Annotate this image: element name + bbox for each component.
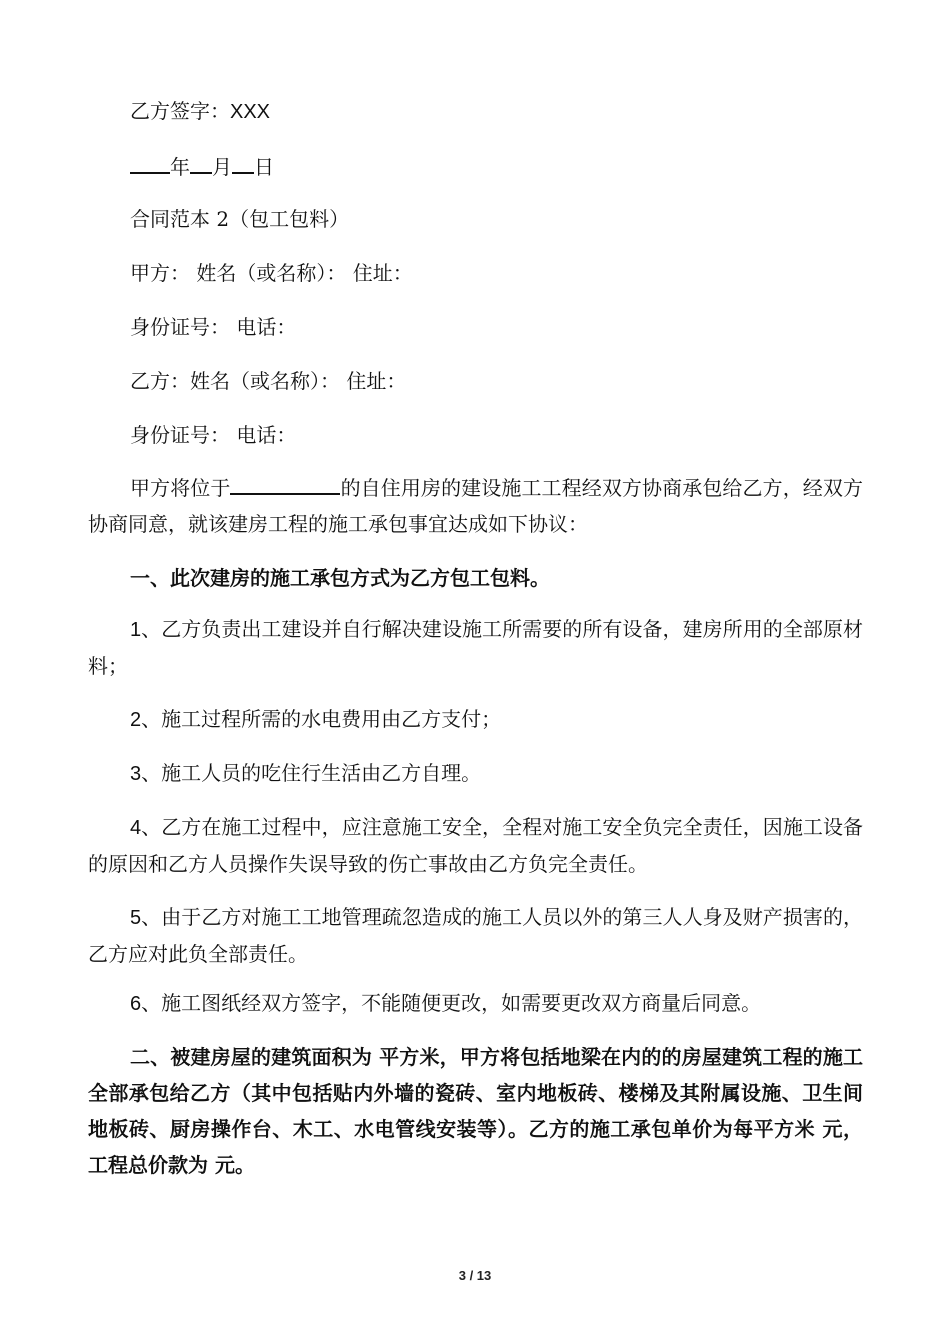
section-1-item	[88, 755, 863, 792]
party-a-id-phone: 身份证号： 电话：	[130, 315, 297, 339]
party-b-name-address: 乙方：姓名（或名称）： 住址：	[130, 369, 407, 393]
item-number: 6	[130, 993, 142, 1015]
section-2-paragraph: 二、被建房屋的建筑面积为 平方米，甲方将包括地梁在内的的房屋建筑工程的施工全部承包给乙方（其中包括贴内外墙的瓷砖、室内地板砖、楼梯及其附属设施、卫生间地板砖、厨房操作台、木工、水电管线安装等）。乙方的施工承包单价为每平方米 元，工程总价款为 元。	[88, 1045, 863, 1177]
item-text: 、由于乙方对施工工地管理疏忽造成的施工人员以外的第三人人身及财产损害的，乙方应对此负全部责任。	[88, 905, 863, 966]
section-1-item	[88, 985, 863, 1022]
intro-before: 甲方将位于	[130, 476, 231, 500]
party-b-signature-line	[130, 98, 270, 125]
item-text: 、施工图纸经双方签字，不能随便更改，如需要更改双方商量后同意。	[141, 991, 762, 1015]
year-blank	[130, 152, 170, 174]
item-text: 、乙方负责出工建设并自行解决建设施工所需要的所有设备，建房所用的全部原材料；	[88, 617, 863, 678]
item-number: 3	[130, 763, 142, 785]
current-page: 3	[458, 1268, 466, 1283]
template-title: 合同范本 2（包工包料）	[130, 207, 350, 231]
section-1-item	[88, 899, 863, 972]
total-pages: 13	[476, 1268, 492, 1283]
item-text: 、施工过程所需的水电费用由乙方支付；	[141, 707, 502, 731]
page-separator: /	[465, 1268, 477, 1283]
signature-name: XXX	[230, 101, 271, 123]
month-blank	[190, 152, 212, 174]
item-number: 1	[130, 619, 142, 641]
intro-after: 的自住用房的建设施工工程经双方协商承包给乙方，经双方协商同意，就该建房工程的施工承包事宜达成如下协议：	[88, 476, 864, 536]
section-1-item	[88, 611, 863, 684]
item-number: 5	[130, 907, 142, 929]
section-1-item	[88, 701, 863, 738]
month-label: 月	[212, 155, 232, 179]
party-a-name-address: 甲方： 姓名（或名称）： 住址：	[130, 261, 413, 285]
location-blank	[230, 473, 340, 495]
section-1-item	[88, 809, 863, 882]
intro-paragraph	[88, 470, 863, 542]
item-number: 4	[130, 817, 142, 839]
signature-label: 乙方签字：	[130, 99, 230, 123]
party-b-id-phone: 身份证号： 电话：	[130, 423, 297, 447]
day-label: 日	[254, 155, 274, 179]
item-text: 、施工人员的吃住行生活由乙方自理。	[141, 761, 482, 785]
year-label: 年	[170, 155, 190, 179]
date-line	[130, 152, 274, 180]
page-number	[0, 1268, 950, 1283]
item-number: 2	[130, 709, 142, 731]
section-1-heading: 一、此次建房的施工承包方式为乙方包工包料。	[130, 566, 550, 590]
day-blank	[232, 152, 254, 174]
item-text: 、乙方在施工过程中，应注意施工安全，全程对施工安全负完全责任，因施工设备的原因和乙方人员操作失误导致的伤亡事故由乙方负完全责任。	[88, 815, 863, 876]
